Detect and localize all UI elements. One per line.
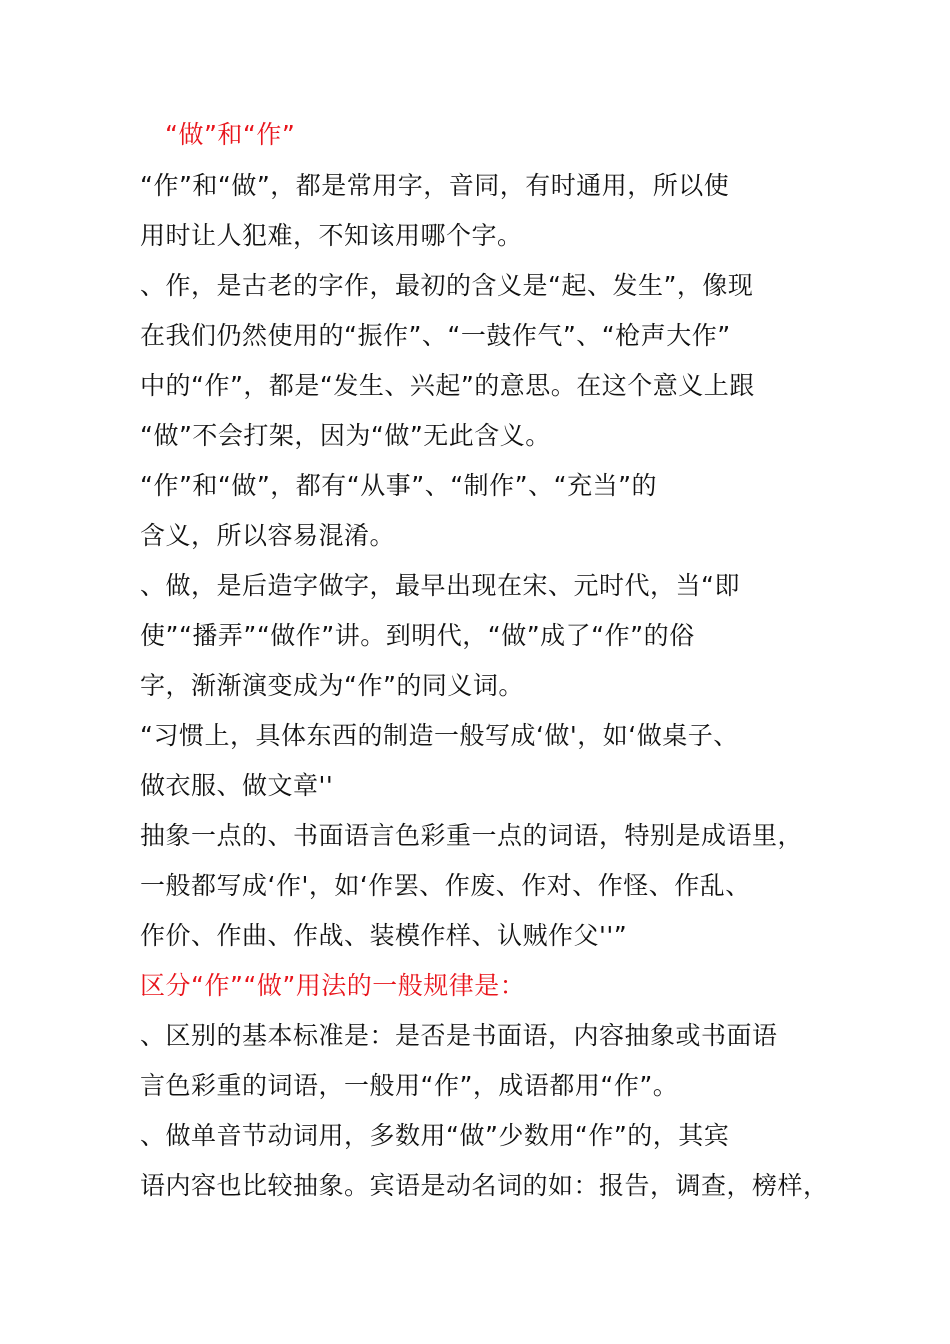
- paragraph-line: “做”不会打架，因为“做”无此含义。: [140, 421, 551, 450]
- paragraph-line: 、作，是古老的字作，最初的含义是“起、发生”，像现: [140, 271, 754, 300]
- paragraph-line: 中的“作”，都是“发生、兴起”的意思。在这个意义上跟: [140, 371, 755, 400]
- paragraph-line: 用时让人犯难，不知该用哪个字。: [140, 221, 523, 250]
- paragraph-line: “作”和“做”，都有“从事”、“制作”、“充当”的: [140, 471, 658, 500]
- rule-heading: 区分“作”“做”用法的一般规律是：: [140, 971, 526, 1000]
- paragraph-line: 语内容也比较抽象。宾语是动名词的如：报告，调查，榜样，: [140, 1171, 829, 1200]
- paragraph-line: 言色彩重的词语，一般用“作”，成语都用“作”。: [140, 1071, 679, 1100]
- paragraph-line: 、做单音节动词用，多数用“做”少数用“作”的，其宾: [140, 1121, 730, 1150]
- paragraph-line: 一般都写成‘作'，如‘作罢、作废、作对、作怪、作乱、: [140, 871, 751, 900]
- paragraph-line: 抽象一点的、书面语言色彩重一点的词语，特别是成语里，: [140, 821, 804, 850]
- paragraph-line: 作价、作曲、作战、装模作样、认贼作父''”: [140, 921, 628, 950]
- paragraph-line: “作”和“做”，都是常用字，音同，有时通用，所以使: [140, 171, 730, 200]
- paragraph-line: 在我们仍然使用的“振作”、“一鼓作气”、“枪声大作”: [140, 321, 731, 350]
- paragraph-line: 做衣服、做文章'': [140, 771, 334, 800]
- paragraph-line: 含义，所以容易混淆。: [140, 521, 396, 550]
- paragraph-line: 使”“播弄”“做作”讲。到明代，“做”成了“作”的俗: [140, 621, 695, 650]
- paragraph-line: 字，渐渐演变成为“作”的同义词。: [140, 671, 524, 700]
- paragraph-line: 、做，是后造字做字，最早出现在宋、元时代，当“即: [140, 571, 740, 600]
- paragraph-line: 、区别的基本标准是：是否是书面语，内容抽象或书面语: [140, 1021, 778, 1050]
- paragraph-line: “习惯上，具体东西的制造一般写成‘做'，如‘做桌子、: [140, 721, 739, 750]
- document-title: “做”和“作”: [165, 120, 296, 149]
